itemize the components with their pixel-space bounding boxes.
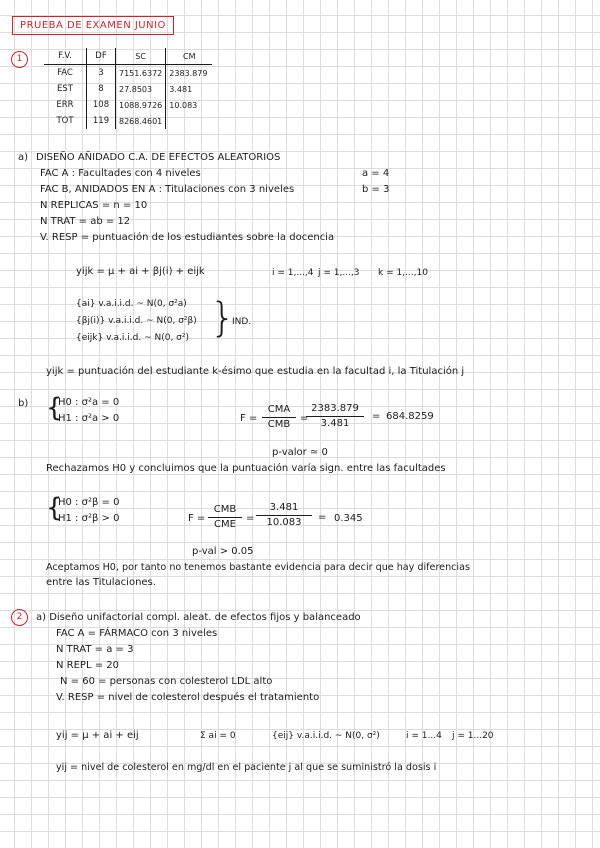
anova-table: [44, 48, 212, 129]
a-equation: a = 4: [362, 168, 390, 179]
f1-result: 684.8259: [386, 411, 434, 422]
f1-values-fraction: [306, 403, 364, 430]
table-cell: TOT: [56, 116, 74, 126]
index-j: j = 1,...,3: [318, 268, 360, 278]
table-cell: EST: [57, 84, 73, 94]
replicas-line: N REPLICAS = n = 10: [40, 200, 148, 211]
hypotheses-brace-icon: {: [46, 493, 63, 523]
response-variable-line-2: V. RESP = nivel de colesterol después el tratamiento: [56, 692, 320, 703]
design-title-2: a) Diseño unifactorial compl. aleat. de efectos fijos y balanceado: [36, 612, 361, 623]
design-title: DISEÑO AÑIDADO C.A. DE EFECTOS ALEATORIOS: [36, 152, 281, 163]
fraction-bar: [262, 417, 296, 418]
table-header-cell: F.V.: [44, 48, 87, 65]
table-header-cell: CM: [166, 48, 213, 65]
table-cell: 7151.6372: [116, 65, 166, 82]
part-b-label: b): [18, 398, 29, 409]
f2-numerator-value: 3.481: [269, 502, 299, 513]
distribution-a: {ai} v.a.i.i.d. ~ N(0, σ²a): [76, 299, 187, 309]
table-cell: FAC: [57, 68, 73, 78]
replicas-line-2: N REPL = 20: [56, 660, 119, 671]
f2-denominator-value: 10.083: [266, 517, 302, 528]
table-row: [44, 113, 212, 129]
table-cell: 3.481: [166, 81, 213, 97]
index-k: k = 1,...,10: [378, 268, 428, 278]
f2-lhs: F =: [188, 513, 206, 524]
treatments-line-2: N TRAT = a = 3: [56, 644, 134, 655]
table-cell: 10.083: [166, 97, 213, 113]
factor-a-line: FAC A : Facultades con 4 niveles: [40, 168, 201, 179]
fraction-bar: [306, 416, 364, 417]
treatments-line: N TRAT = ab = 12: [40, 216, 131, 227]
table-cell: 108: [87, 97, 116, 113]
table-header-row: [44, 48, 212, 65]
p-value-2: p-val > 0.05: [192, 546, 254, 557]
factor-a-line-2: FAC A = FÁRMACO con 3 niveles: [56, 628, 218, 639]
table-cell: 2383.879: [166, 65, 213, 82]
fraction-bar: [256, 515, 312, 516]
distribution-error-2: {eij} v.a.i.i.d. ~ N(0, σ²): [272, 731, 380, 741]
f1-denominator-value: 3.481: [320, 418, 350, 429]
f1-lhs: F =: [240, 413, 258, 424]
part-a-label: a): [18, 152, 29, 163]
f2-fraction: [208, 504, 242, 531]
f2-denominator: CME: [214, 519, 236, 530]
c-null-hypothesis: H0 : σ²β = 0: [58, 497, 120, 508]
independence-brace-icon: }: [210, 295, 236, 341]
conclusion-1: Rechazamos H0 y concluimos que la puntuación varía sign. entre las facultades: [46, 463, 446, 474]
table-cell: ERR: [56, 100, 74, 110]
conclusion-2-line-2: entre las Titulaciones.: [46, 577, 156, 588]
table-cell: 3: [87, 65, 116, 82]
table-cell: 119: [87, 113, 116, 129]
f1-numerator-value: 2383.879: [311, 403, 359, 414]
table-cell: 8268.4601: [116, 113, 166, 129]
equals-sign: =: [372, 411, 381, 422]
table-header-cell: SC: [116, 48, 166, 65]
model-equation-2: yij = μ + ai + eij: [56, 730, 139, 741]
index-i-2: i = 1...4: [406, 731, 442, 741]
table-cell: 27.8503: [116, 81, 166, 97]
factor-b-line: FAC B, ANIDADOS EN A : Titulaciones con 3 niveles: [40, 184, 295, 195]
table-cell: 8: [87, 81, 116, 97]
f2-numerator: CMB: [213, 504, 237, 515]
table-row: [44, 65, 212, 82]
yijk-definition: yijk = puntuación del estudiante k-ésimo que estudia en la facultad i, la Titulación j: [46, 366, 465, 377]
yij-definition: yij = nivel de colesterol en mg/dl en el paciente j al que se suministró la dosis i: [56, 762, 437, 773]
p-value-1: p-valor ≃ 0: [272, 447, 328, 458]
distribution-error: {eijk} v.a.i.i.d. ~ N(0, σ²): [76, 333, 190, 343]
index-j-2: j = 1...20: [452, 731, 494, 741]
total-line-2: N = 60 = personas con colesterol LDL alto: [60, 676, 273, 687]
b-null-hypothesis: H0 : σ²a = 0: [58, 397, 120, 408]
index-i: i = 1,...,4: [272, 268, 314, 278]
distribution-beta: {βj(i)} v.a.i.i.d. ~ N(0, σ²β): [76, 316, 197, 326]
equals-sign: =: [246, 513, 255, 524]
page-title: PRUEBA DE EXAMEN JUNIO: [12, 16, 174, 35]
independence-label: IND.: [232, 317, 252, 327]
b-alt-hypothesis: H1 : σ²a > 0: [58, 413, 120, 424]
c-alt-hypothesis: H1 : σ²β > 0: [58, 513, 120, 524]
table-cell: 1088.9726: [116, 97, 166, 113]
response-variable-line: V. RESP = puntuación de los estudiantes sobre la docencia: [40, 232, 335, 243]
table-cell: [166, 113, 213, 129]
f2-values-fraction: [256, 502, 312, 529]
f1-fraction: [262, 404, 296, 431]
table-header-cell: DF: [87, 48, 116, 65]
table-row: [44, 81, 212, 97]
f1-numerator: CMA: [267, 404, 291, 415]
table-row: [44, 97, 212, 113]
sum-constraint: Σ ai = 0: [200, 731, 236, 741]
equals-sign: =: [318, 512, 327, 523]
equals-sign: =: [300, 413, 309, 424]
exercise-number-2: 2: [11, 609, 28, 626]
exercise-number-1: 1: [11, 51, 28, 68]
f2-result: 0.345: [334, 513, 363, 524]
f1-denominator: CMB: [267, 419, 291, 430]
model-equation: yijk = μ + ai + βj(i) + eijk: [76, 266, 205, 277]
b-equation: b = 3: [362, 184, 390, 195]
fraction-bar: [208, 517, 242, 518]
conclusion-2-line-1: Aceptamos H0, por tanto no tenemos bastante evidencia para decir que hay diferencias: [46, 562, 470, 573]
hypotheses-brace-icon: {: [46, 393, 63, 423]
